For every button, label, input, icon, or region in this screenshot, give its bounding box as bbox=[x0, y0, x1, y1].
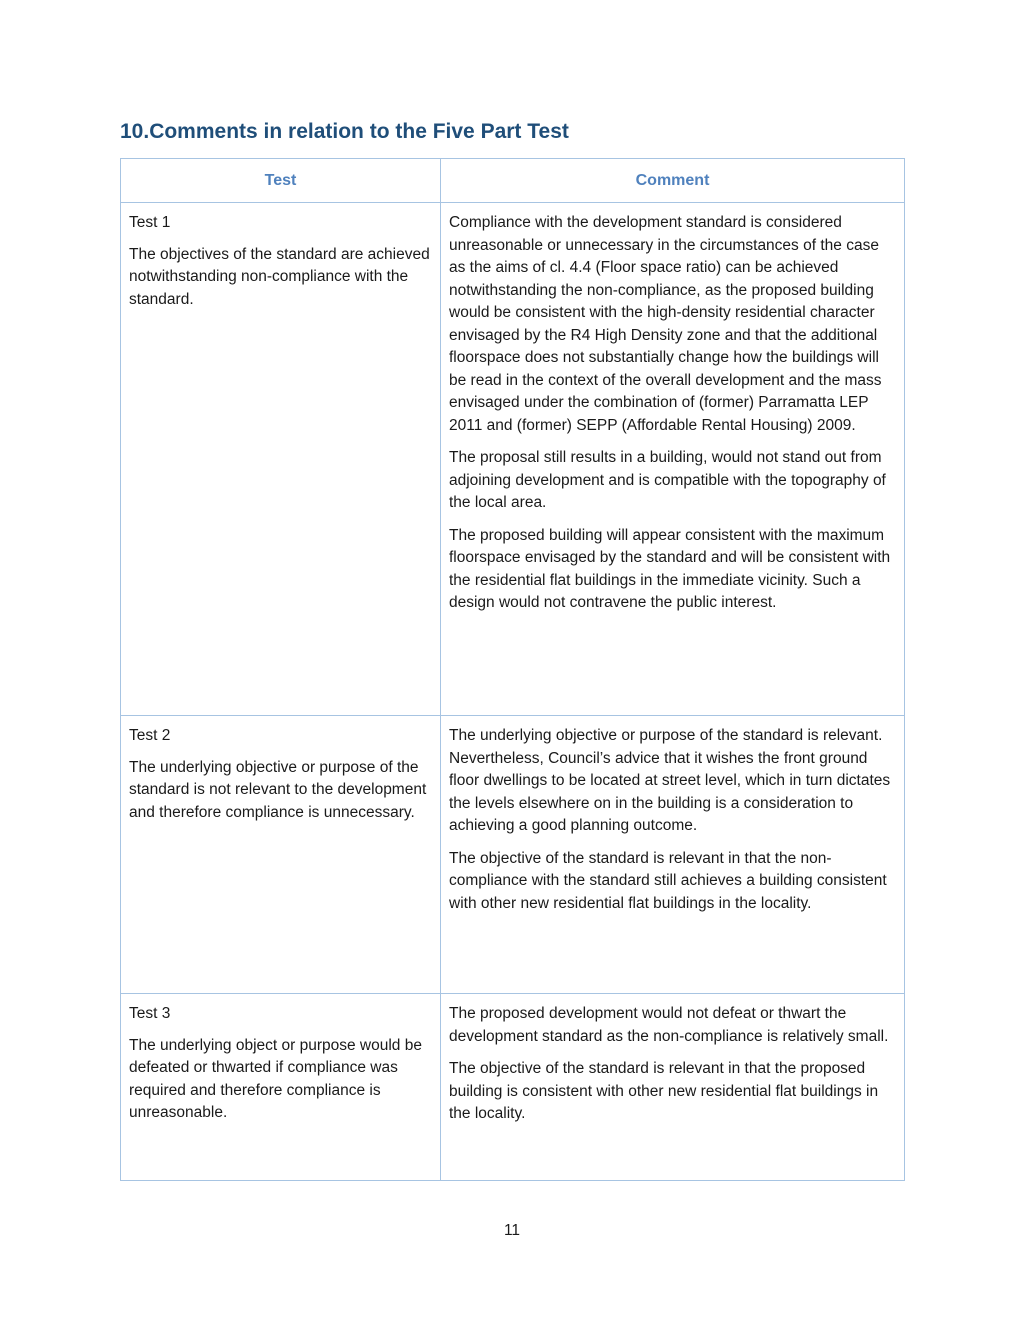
comment-paragraph: The objective of the standard is relevant in that the proposed building is consistent with other new residential flat buildings in the locality. bbox=[449, 1060, 879, 1122]
comment-cell bbox=[441, 994, 905, 1181]
test-name: Test 1 bbox=[129, 214, 171, 231]
table-row bbox=[121, 203, 905, 716]
comment-cell bbox=[441, 203, 905, 716]
table-row bbox=[121, 994, 905, 1181]
test-description: The underlying objective or purpose of the standard is not relevant to the development and therefore compliance is unnecessary. bbox=[129, 758, 427, 821]
column-header-comment: Comment bbox=[441, 159, 905, 203]
comment-cell bbox=[441, 716, 905, 994]
test-description: The underlying object or purpose would be defeated or thwarted if compliance was required and therefore compliance is unreasonable. bbox=[129, 1036, 422, 1121]
test-cell bbox=[121, 716, 441, 994]
table-row bbox=[121, 716, 905, 994]
test-cell bbox=[121, 994, 441, 1181]
comment-paragraph: The underlying objective or purpose of the standard is relevant. Nevertheless, Council’s advice that it wishes the front ground floor dwellings to be located at street level, which in turn dictates the levels elsewhere on in the building is a consideration to achieving a good planning outcome. bbox=[449, 727, 891, 834]
table-header-row bbox=[121, 159, 905, 203]
section-heading: 10.Comments in relation to the Five Part Test bbox=[120, 120, 569, 143]
test-cell bbox=[121, 203, 441, 716]
comment-paragraph: The proposed development would not defeat or thwart the development standard as the non-compliance is relatively small. bbox=[449, 1005, 889, 1045]
page-number: 11 bbox=[503, 1222, 521, 1239]
comment-paragraph: Compliance with the development standard is considered unreasonable or unnecessary in the circumstances of the case as the aims of cl. 4.4 (Floor space ratio) can be achieved notwithstanding the non-compliance, as the proposed building would be consistent with the high-density residential character envisaged by the R4 High Density zone and that the additional floorspace does not substantially change how the buildings will be read in the context of the overall development and the mass envisaged under the combination of (former) Parramatta LEP 2011 and (former) SEPP (Affordable Rental Housing) 2009. bbox=[449, 214, 882, 434]
comment-paragraph: The proposed building will appear consistent with the maximum floorspace envisaged by the standard and will be consistent with the residential flat buildings in the immediate vicinity. Such a design would not contravene the public interest. bbox=[449, 526, 891, 611]
comment-paragraph: The objective of the standard is relevant in that the non-compliance with the standard still achieves a building consistent with other new residential flat buildings in the locality. bbox=[449, 849, 887, 912]
test-description: The objectives of the standard are achieved notwithstanding non-compliance with the standard. bbox=[129, 245, 430, 308]
test-name: Test 2 bbox=[129, 727, 171, 744]
test-name: Test 3 bbox=[129, 1005, 171, 1022]
comment-paragraph: The proposal still results in a building, would not stand out from adjoining development and is compatible with the topography of the local area. bbox=[449, 449, 886, 511]
five-part-test-table bbox=[120, 158, 905, 1181]
column-header-test: Test bbox=[121, 159, 441, 203]
